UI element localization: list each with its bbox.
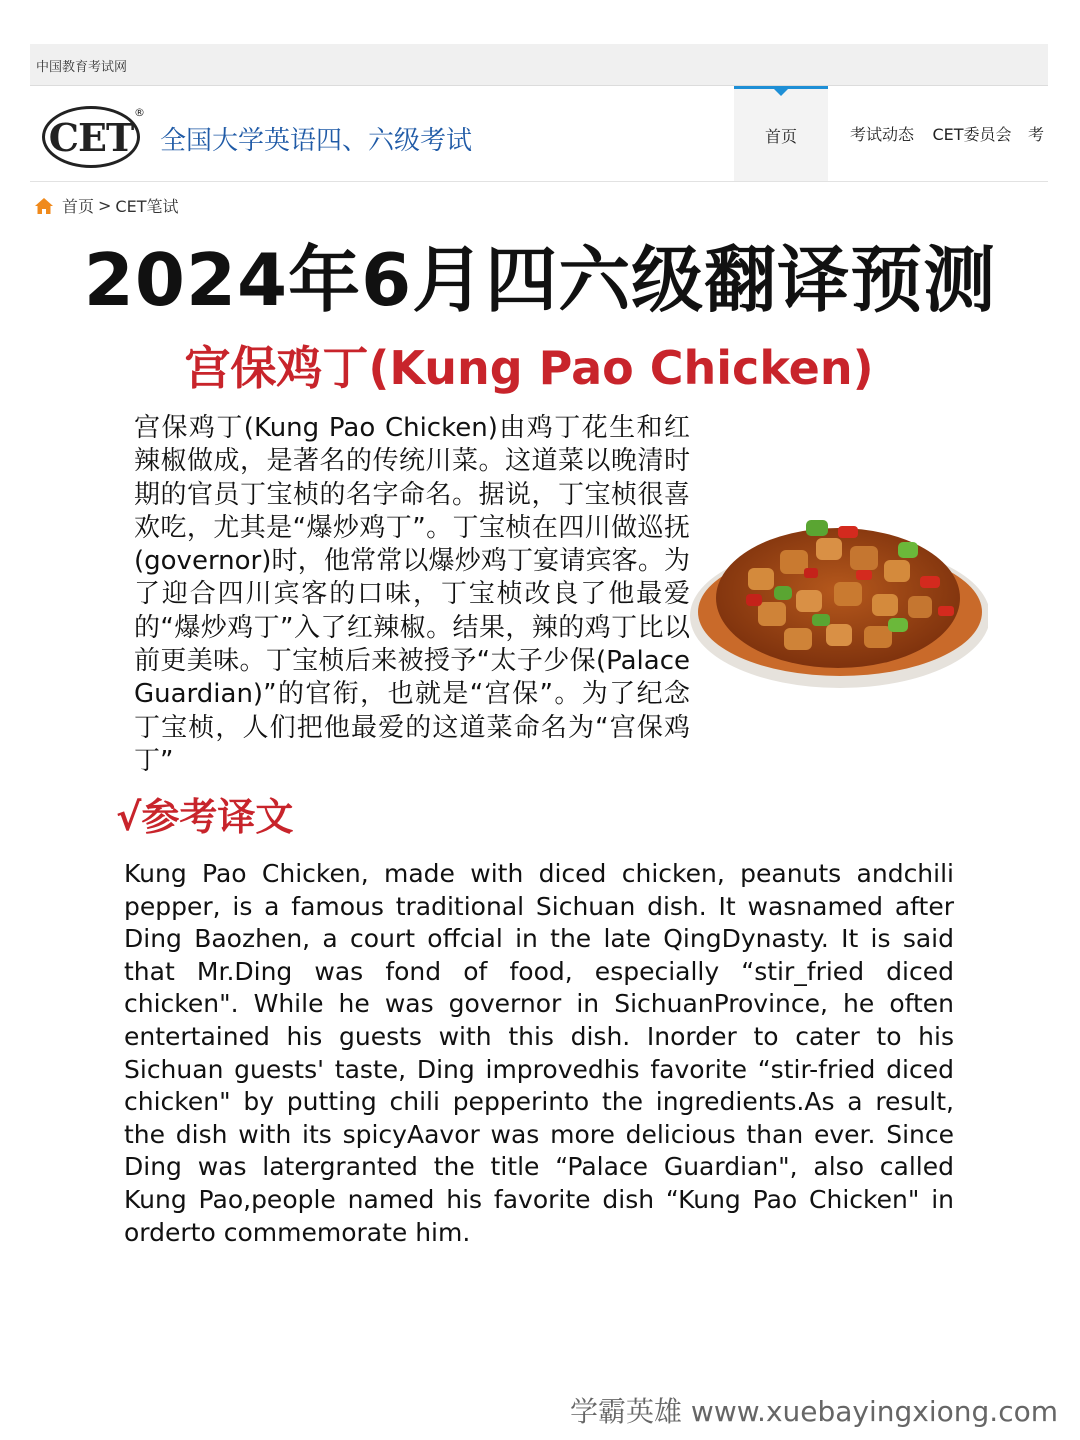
breadcrumb-separator: > — [98, 196, 112, 215]
breadcrumb-current[interactable]: CET笔试 — [115, 197, 179, 216]
reference-translation-heading: √参考译文 — [116, 795, 294, 839]
watermark: 学霸英雄 www.xuebayingxiong.com — [570, 1395, 1058, 1428]
registered-mark: ® — [134, 106, 145, 119]
breadcrumb — [34, 194, 178, 217]
cet-logo[interactable] — [42, 106, 140, 168]
logo-text: CET — [48, 114, 134, 160]
nav-active-caret — [774, 89, 788, 96]
chinese-passage: 宫保鸡丁(Kung Pao Chicken)由鸡丁花生和红辣椒做成，是著名的传统川菜。这道菜以晚清时期的官员丁宝桢的名字命名。据说，丁宝桢很喜欢吃，尤其是“爆炒鸡丁”。丁宝桢在四川做巡抚(governor)时，他常常以爆炒鸡丁宴请宾客。为了迎合四川宾客的口味，丁宝桢改良了他最爱的“爆炒鸡丁”入了红辣椒。结果，辣的鸡丁比以前更美味。丁宝桢后来被授予“太子少保(Palace Guardian)”的官衔，也就是“宫保”。为了纪念丁宝桢，人们把他最爱的这道菜命名为“宫保鸡丁” — [134, 413, 690, 776]
nav-item-label: CET委员会 — [932, 125, 1012, 144]
nav-item-cet-committee[interactable] — [926, 86, 1018, 181]
nav-item-label: 考 — [1027, 125, 1044, 144]
breadcrumb-home[interactable]: 首页 — [62, 197, 95, 216]
kung-pao-chicken-dish-image — [688, 498, 988, 698]
nav-item-label: 首页 — [764, 126, 797, 146]
nav-item-more[interactable] — [1024, 86, 1048, 181]
page-title: 2024年6月四六级翻译预测 — [83, 238, 997, 322]
article-subtitle: 宫保鸡丁(Kung Pao Chicken) — [184, 341, 874, 395]
nav-item-label: 考试动态 — [849, 125, 914, 144]
nav-item-exam-news[interactable] — [838, 86, 926, 181]
site-header — [30, 86, 1048, 182]
top-bar — [30, 44, 1048, 86]
nav-item-home[interactable] — [734, 86, 828, 181]
site-name[interactable]: 全国大学英语四、六级考试 — [160, 126, 473, 156]
home-icon — [34, 197, 54, 215]
top-site-link[interactable]: 中国教育考试网 — [36, 60, 128, 75]
english-passage: Kung Pao Chicken, made with diced chicken, peanuts andchili pepper, is a famous traditional Sichuan dish. It wasnamed after Ding Baozhen, a court offcial in the late QingDynasty. It is said that Mr.Ding was fond of food, especially “stir_fried diced chicken". While he was governor in SichuanProvince, he often entertained his guests with this dish. Inorder to cater to his Sichuan guests' taste, Ding improvedhis favorite “stir-fried diced chicken" by putting chili pepperinto the ingredients.As a result, the dish with its spicyAavor was more delicious than ever. Since Ding was latergranted the title “Palace Guardian", also called Kung Pao,people named his favorite dish “Kung Pao Chicken" in orderto commemorate him. — [124, 859, 954, 1247]
